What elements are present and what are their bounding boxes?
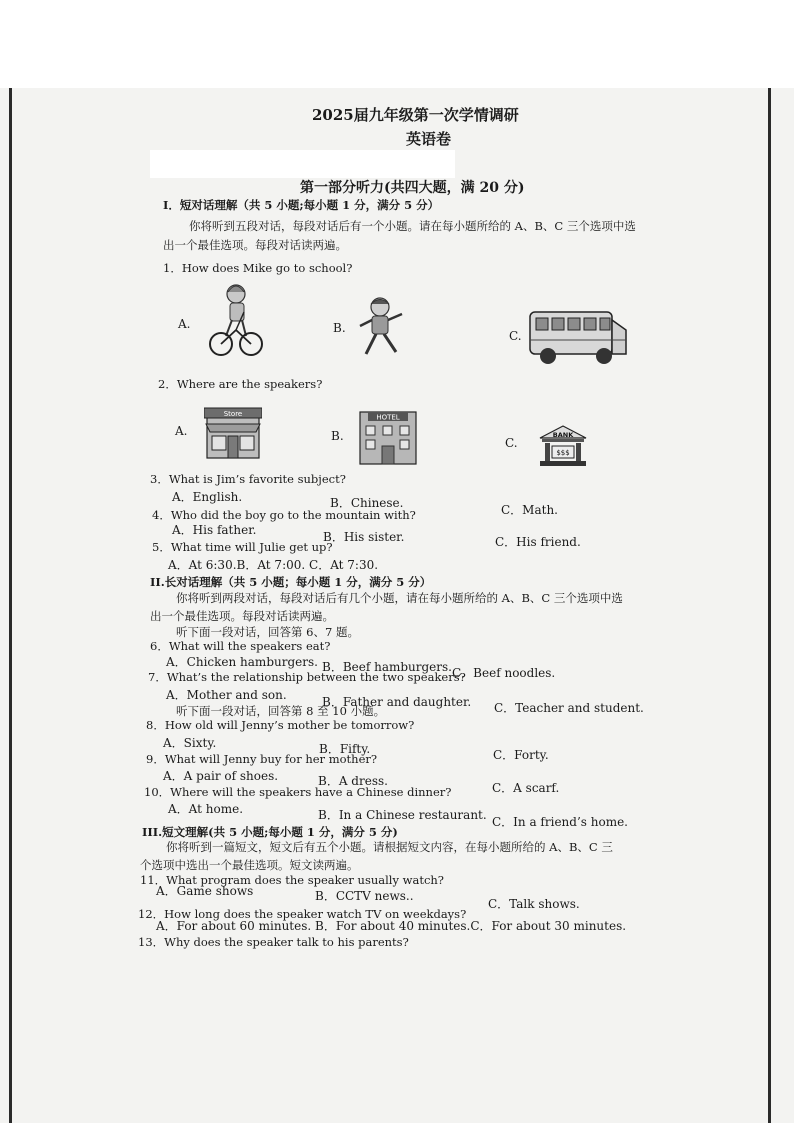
- q2-option-b: B.: [331, 429, 344, 443]
- question-5: 5．What time will Julie get up?: [152, 540, 333, 554]
- q6-option-c: C．Beef noodles.: [452, 666, 556, 680]
- bank-money-text: $$$: [556, 449, 570, 457]
- q3-option-b: B．Chinese.: [330, 496, 404, 510]
- q4-option-b: B．His sister.: [323, 530, 405, 544]
- question-1: 1．How does Mike go to school?: [163, 261, 353, 275]
- top-blank-area: [0, 0, 794, 88]
- q11-option-b: B．CCTV news..: [315, 889, 414, 903]
- q8-option-a: A．Sixty.: [163, 736, 217, 750]
- q7-option-b: B．Father and daughter.: [322, 695, 472, 709]
- exam-title: 2025届九年级第一次学情调研: [312, 106, 519, 124]
- q1-option-a: A.: [178, 317, 191, 331]
- q4-option-a: A．His father.: [172, 523, 257, 537]
- q3-option-a: A．English.: [172, 490, 243, 504]
- q6-option-b: B．Beef hamburgers.: [322, 660, 452, 674]
- section2-lead-2: 听下面一段对话，回答第 8 至 10 小题。: [176, 704, 386, 718]
- q9-option-b: B．A dress.: [318, 774, 388, 788]
- section2-instruction-2: 出一个最佳选项。每段对话读两遍。: [150, 609, 334, 623]
- q12-options: A．For about 60 minutes. B．For about 40 minutes.C．For about 30 minutes.: [156, 919, 627, 933]
- q4-option-c: C．His friend.: [495, 535, 581, 549]
- question-13: 13．Why does the speaker talk to his parents?: [138, 935, 409, 949]
- q10-option-b: B．In a Chinese restaurant.: [318, 808, 487, 822]
- section1-heading: I．短对话理解（共 5 小题;每小题 1 分，满分 5 分）: [163, 198, 440, 212]
- section1-instruction-2: 出一个最佳选项。每段对话读两遍。: [163, 238, 347, 252]
- question-3: 3．What is Jim’s favorite subject?: [150, 472, 346, 486]
- running-boy-icon: [356, 296, 408, 362]
- question-11: 11．What program does the speaker usually watch?: [140, 873, 444, 887]
- question-4: 4．Who did the boy go to the mountain with?: [152, 508, 416, 522]
- hotel-building-icon: [358, 410, 418, 466]
- section3-heading: III.短文理解(共 5 小题;每小题 1 分，满分 5 分): [142, 825, 398, 839]
- section2-instruction-1: 你将听到两段对话，每段对话后有几个小题，请在每小题所给的 A、B、C 三个选项中选: [176, 591, 623, 605]
- q8-option-b: B．Fifty.: [319, 742, 371, 756]
- q11-option-a: A．Game shows: [156, 884, 254, 898]
- store-building-icon: [204, 404, 262, 460]
- bicycle-rider-icon: [208, 282, 264, 360]
- section2-heading: II.长对话理解（共 5 小题；每小题 1 分，满分 5 分）: [150, 575, 432, 589]
- store-sign-text: Store: [223, 410, 243, 418]
- q9-option-a: A．A pair of shoes.: [163, 769, 279, 783]
- q7-option-c: C．Teacher and student.: [494, 701, 644, 715]
- question-6: 6．What will the speakers eat?: [150, 639, 331, 653]
- part1-heading: 第一部分听力(共四大题，满 20 分): [300, 180, 525, 196]
- q10-option-a: A．At home.: [168, 802, 244, 816]
- section3-instruction-1: 你将听到一篇短文，短文后有五个小题。请根据短文内容，在每小题所给的 A、B、C 三: [166, 840, 613, 854]
- section2-lead-1: 听下面一段对话，回答第 6、7 题。: [176, 625, 359, 639]
- q9-option-c: C．A scarf.: [492, 781, 560, 795]
- question-7: 7．What’s the relationship between the two speakers?: [148, 670, 466, 684]
- q5-options: A．At 6:30.B．At 7:00. C．At 7:30.: [168, 558, 379, 572]
- question-2: 2．Where are the speakers?: [158, 377, 323, 391]
- scan-right-edge: [768, 88, 771, 1123]
- bank-sign-text: BANK: [552, 431, 574, 439]
- q1-option-b: B.: [333, 321, 346, 335]
- exam-subtitle: 英语卷: [406, 130, 452, 148]
- redaction-box: [150, 150, 455, 178]
- q10-option-c: C．In a friend’s home.: [492, 815, 628, 829]
- question-10: 10．Where will the speakers have a Chinese dinner?: [144, 785, 452, 799]
- question-9: 9．What will Jenny buy for her mother?: [146, 752, 378, 766]
- scan-left-edge: [9, 88, 12, 1123]
- q11-option-c: C．Talk shows.: [488, 897, 580, 911]
- school-bus-icon: [526, 306, 630, 368]
- q2-option-c: C.: [505, 436, 518, 450]
- q3-option-c: C．Math.: [501, 503, 558, 517]
- q8-option-c: C．Forty.: [493, 748, 549, 762]
- question-8: 8．How old will Jenny’s mother be tomorrow?: [146, 718, 415, 732]
- question-12: 12．How long does the speaker watch TV on weekdays?: [138, 907, 467, 921]
- q2-option-a: A.: [175, 424, 188, 438]
- section3-instruction-2: 个选项中选出一个最佳选项。短文读两遍。: [140, 858, 359, 872]
- q7-option-a: A．Mother and son.: [166, 688, 287, 702]
- q1-option-c: C.: [509, 329, 522, 343]
- section1-instruction-1: 你将听到五段对话，每段对话后有一个小题。请在每小题所给的 A、B、C 三个选项中选: [189, 219, 636, 233]
- q6-option-a: A．Chicken hamburgers.: [166, 655, 318, 669]
- hotel-sign-text: HOTEL: [376, 413, 400, 422]
- bank-building-icon: [538, 424, 588, 468]
